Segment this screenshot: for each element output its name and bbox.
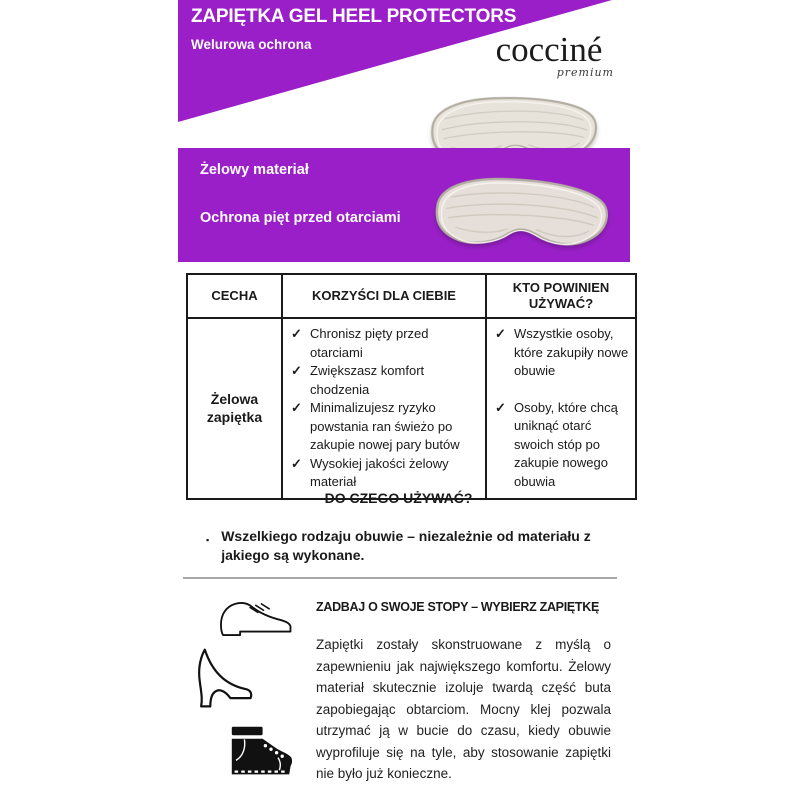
page-title: ZAPIĘTKA GEL HEEL PROTECTORS [191,6,517,27]
list-item: ✓ Wysokiej jakości żelowy materiał [291,455,481,492]
list-item: ✓ Minimalizujesz ryzyko powstania ran świeżo po zakupie nowej pary butów [291,399,481,455]
check-icon: ✓ [291,363,302,378]
usage-bullet-item [206,527,616,565]
usage-bullet-text: Wszelkiego rodzaju obuwie – niezależnie od materiału z jakiego są wykonane. [221,528,591,563]
table-header-row [187,274,636,318]
feature-name-cell: Żelowa zapiętka [187,318,282,499]
check-icon: ✓ [291,455,302,471]
square-bullet-icon: ▪ [206,535,210,545]
brand-tagline: premium [556,65,614,79]
care-paragraph: Zapiętki zostały skonstruowane z myślą o zapewnieniu jak największego komfortu. Żelowy materiał skutecznie izoluje twardą część buta zapobiegając obtarciom. Mocny klej pozwala utrzymać ją w bucie do czasu, kiedy obuwie wyprofiluje się na tyle, aby stosowanie zapiętki nie było już konieczne. [316,637,611,781]
check-icon: ✓ [495,326,506,341]
usage-heading: DO CZEGO UŻYWAĆ? [324,490,473,506]
feature-label-gel: Żelowy materiał [200,162,309,178]
dress-shoe-icon [216,594,294,640]
col-header-kto: KTO POWINIEN UŻYWAĆ? [486,274,636,318]
benefits-cell [282,318,486,499]
feature-table [186,273,637,500]
brand-name: cocciné [495,30,603,69]
col-header-korzysci: KORZYŚCI DLA CIEBIE [282,274,486,318]
list-item: ✓ Wszystkie osoby, które zakupiły nowe obuwie [495,325,631,381]
check-icon: ✓ [291,400,302,415]
col-header-cecha: CECHA [187,274,282,318]
page-subtitle: Welurowa ochrona [191,37,312,52]
care-heading: ZADBAJ O SWOJE STOPY – WYBIERZ ZAPIĘTKĘ [316,600,600,614]
section-divider [183,577,617,579]
list-item: ✓ Zwiększasz komfort chodzenia [291,362,481,399]
list-item: ✓ Chronisz pięty przed otarciami [291,325,481,362]
check-icon: ✓ [495,399,506,415]
brand-logo [478,32,620,78]
high-heel-icon [192,646,256,710]
feature-label-protection: Ochrona pięt przed otarciami [200,210,401,226]
who-cell [486,318,636,499]
list-item: ✓ Osoby, które chcą uniknąć otarć swoich stóp po zakupie nowego obuwia [495,399,631,492]
boot-icon [222,726,292,778]
table-row [187,318,636,499]
gel-pad-image-2 [423,172,612,257]
check-icon: ✓ [291,326,302,341]
